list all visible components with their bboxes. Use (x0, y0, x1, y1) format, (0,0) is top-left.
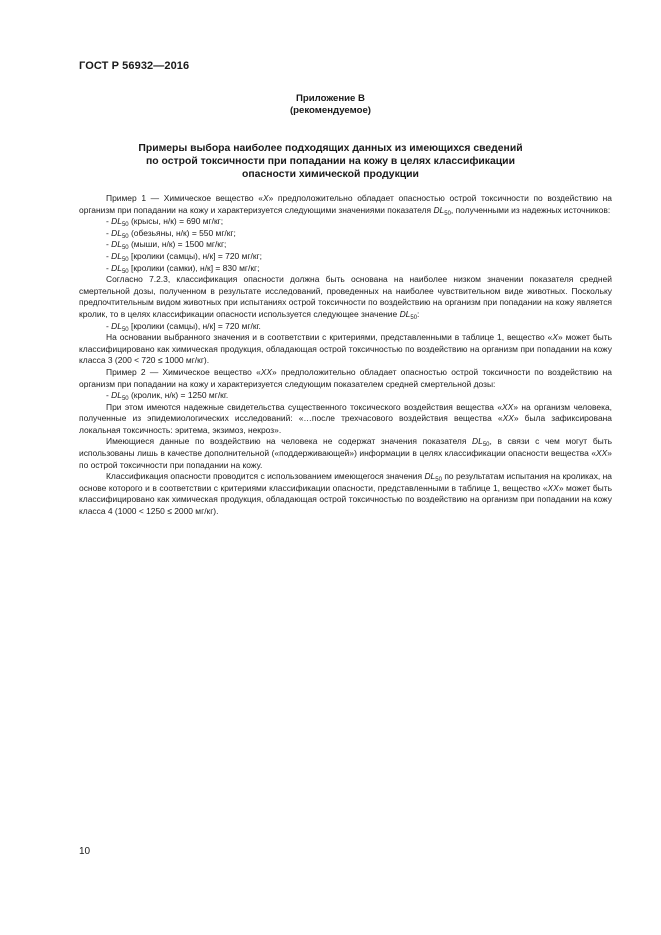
section-title-line: Примеры выбора наиболее подходящих данных из имеющихся сведений (138, 143, 523, 154)
standard-designation: ГОСТ Р 56932—2016 (79, 60, 190, 72)
list-item: - $DL_{50}$ [кролики (самки), н/к] = 830 мг/кг; (106, 262, 260, 275)
paragraph: Классификация опасности проводится с использованием имеющегося значения $DL_{50}$ по результатам испытания на кроликах, на основе которого и в соответствии с критериями классификации опасности, представленными в таблице 1, вещество «XX» может быть классифицировано как химическая продукция, обладающая острой токсичностью по воздействию на организм при попадании на кожу класса 4 (1000 < 1250 ≤ 2000 мг/кг). (79, 471, 613, 517)
paragraph: Согласно 7.2.3, классификация опасности должна быть основана на наиболее низком значении показателя средней смертельной дозы, полученном в результате исследований, проведенных на наиболее чувствительном виде животных. Поскольку предпочтительным видом животных при испытаниях острой токсичности по воздействию на организм при попадании на кожу является кролик, то в целях классификации опасности используется следующее значение $DL_{50}$: (79, 274, 612, 321)
page-number: 10 (79, 846, 91, 857)
list-item: - $DL_{50}$ (крысы, н/к) = 690 мг/кг; (106, 216, 224, 229)
annex-title: Приложение В (296, 93, 365, 104)
paragraph-example-1: Пример 1 — Химическое вещество «X» предположительно обладает опасностью острой токсичности по воздействию на организм при попадании на кожу и характеризуется следующими значениями показателя $DL_{50}$, полученными из надежных источников: (79, 193, 612, 217)
list-item: - $DL_{50}$ (кролик, н/к) = 1250 мг/кг. (106, 390, 229, 403)
list-item: - $DL_{50}$ [кролики (самцы), н/к] = 720 мг/кг. (106, 320, 261, 333)
list-item: - $DL_{50}$ [кролики (самцы), н/к] = 720 мг/кг; (106, 250, 262, 263)
section-title (0, 143, 661, 181)
document-body (79, 193, 612, 518)
list-item: - $DL_{50}$ (мыши, н/к) = 1500 мг/кг; (106, 239, 227, 252)
annex-heading (0, 93, 661, 117)
paragraph: Имеющиеся данные по воздействию на человека не содержат значения показателя $DL_{50}$, в связи с чем могут быть использованы лишь в качестве дополнительной («поддерживающей») информации в целях классификации опасности вещества «XX» по острой токсичности при попадании на кожу. (79, 436, 612, 470)
list-item: - $DL_{50}$ (обезьяны, н/к) = 550 мг/кг; (106, 227, 236, 240)
section-title-line: по острой токсичности при попадании на кожу в целях классификации (146, 155, 515, 167)
paragraph: На основании выбранного значения и в соответствии с критериями, представленными в таблице 1, вещество «X» может быть классифицировано как химическая продукция, обладающая острой токсичностью по воздействию на организм при попадании на кожу класса 3 (200 < 720 ≤ 1000 мг/кг). (79, 332, 612, 366)
section-title-line: опасности химической продукции (242, 168, 419, 180)
paragraph-example-2: Пример 2 — Химическое вещество «XX» предположительно обладает опасностью острой токсичности по воздействию на организм при попадании на кожу и характеризуется следующим показателем средней смертельной дозы: (79, 366, 612, 389)
paragraph: При этом имеются надежные свидетельства существенного токсического воздействия вещества «XX» на организм человека, полученные из эпидемиологических исследований: «…после трехчасового воздействия вещества «XX» была зафиксирована локальная токсичность: эритема, экзимоз, некроз». (79, 401, 612, 435)
annex-status: (рекомендуемое) (289, 105, 371, 116)
